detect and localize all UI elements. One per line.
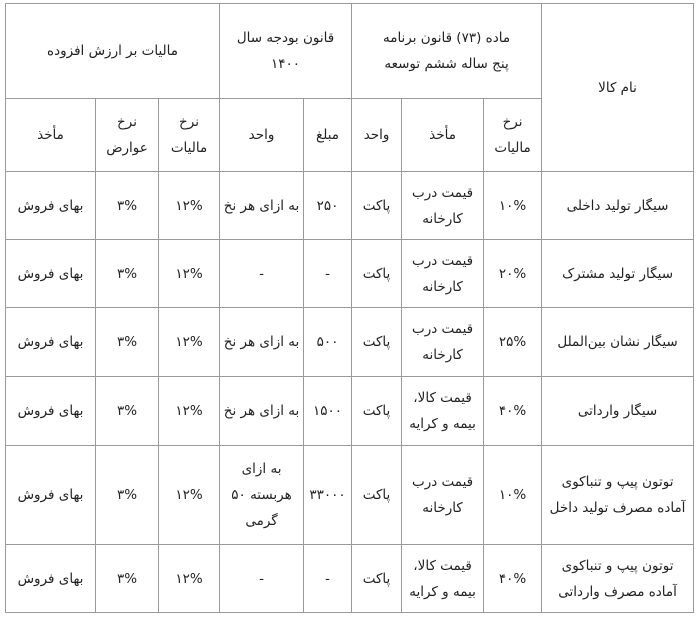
tax-rate-header: نرخ مالیات bbox=[484, 99, 542, 172]
amount: - bbox=[304, 240, 352, 308]
basis: قیمت درب کارخانه bbox=[402, 172, 484, 240]
vat-rate: ۱۲% bbox=[159, 240, 220, 308]
vat-basis: بهای فروش bbox=[6, 240, 96, 308]
duty-rate: ۳% bbox=[96, 446, 159, 545]
vat-basis: بهای فروش bbox=[6, 172, 96, 240]
product-name: توتون پیپ و تنباکوی آماده مصرف تولید داخل bbox=[542, 446, 694, 545]
vat-basis: بهای فروش bbox=[6, 377, 96, 446]
table-row bbox=[6, 377, 694, 446]
tax-rate: ۴۰% bbox=[484, 377, 542, 446]
budget-unit-header: واحد bbox=[220, 99, 304, 172]
product-name: توتون پیپ و تنباکوی آماده مصرف وارداتی bbox=[542, 545, 694, 613]
product-name-header: نام کالا bbox=[542, 4, 694, 172]
duty-rate: ۳% bbox=[96, 308, 159, 377]
unit: پاکت bbox=[352, 377, 402, 446]
basis: قیمت درب کارخانه bbox=[402, 240, 484, 308]
vat-rate: ۱۲% bbox=[159, 172, 220, 240]
unit: پاکت bbox=[352, 545, 402, 613]
vat-basis: بهای فروش bbox=[6, 446, 96, 545]
vat-rate: ۱۲% bbox=[159, 545, 220, 613]
basis: قیمت درب کارخانه bbox=[402, 308, 484, 377]
duty-rate: ۳% bbox=[96, 172, 159, 240]
amount: ۳۳۰۰۰ bbox=[304, 446, 352, 545]
vat-rate-header: نرخ مالیات bbox=[159, 99, 220, 172]
budget-law-header: قانون بودجه سال ۱۴۰۰ bbox=[220, 4, 352, 99]
basis: قیمت کالا، بیمه و کرایه bbox=[402, 545, 484, 613]
basis-header: مأخذ bbox=[402, 99, 484, 172]
tax-rate: ۲۵% bbox=[484, 308, 542, 377]
product-name: سیگار نشان بین‌الملل bbox=[542, 308, 694, 377]
vat-basis-header: مأخذ bbox=[6, 99, 96, 172]
table-row bbox=[6, 308, 694, 377]
duty-rate: ۳% bbox=[96, 377, 159, 446]
unit: پاکت bbox=[352, 172, 402, 240]
article-73-header: ماده (۷۳) قانون برنامه پنج ساله ششم توسعه bbox=[352, 4, 542, 99]
budget-unit: به ازای هر نخ bbox=[220, 377, 304, 446]
budget-unit: - bbox=[220, 240, 304, 308]
duty-rate-header: نرخ عوارض bbox=[96, 99, 159, 172]
tax-rate: ۱۰% bbox=[484, 446, 542, 545]
vat-rate: ۱۲% bbox=[159, 308, 220, 377]
duty-rate: ۳% bbox=[96, 545, 159, 613]
basis: قیمت درب کارخانه bbox=[402, 446, 484, 545]
tax-rate: ۲۰% bbox=[484, 240, 542, 308]
budget-unit: - bbox=[220, 545, 304, 613]
tax-rate: ۱۰% bbox=[484, 172, 542, 240]
vat-header: مالیات بر ارزش افزوده bbox=[6, 4, 220, 99]
unit-header: واحد bbox=[352, 99, 402, 172]
amount: ۱۵۰۰ bbox=[304, 377, 352, 446]
table-row bbox=[6, 446, 694, 545]
table-row bbox=[6, 545, 694, 613]
amount-header: مبلغ bbox=[304, 99, 352, 172]
tax-rate: ۴۰% bbox=[484, 545, 542, 613]
vat-basis: بهای فروش bbox=[6, 308, 96, 377]
table-row bbox=[6, 240, 694, 308]
vat-rate: ۱۲% bbox=[159, 446, 220, 545]
budget-unit: به ازای هربسته ۵۰ گرمی bbox=[220, 446, 304, 545]
budget-unit: به ازای هر نخ bbox=[220, 308, 304, 377]
amount: - bbox=[304, 545, 352, 613]
tax-table bbox=[5, 3, 694, 613]
duty-rate: ۳% bbox=[96, 240, 159, 308]
unit: پاکت bbox=[352, 446, 402, 545]
amount: ۲۵۰ bbox=[304, 172, 352, 240]
unit: پاکت bbox=[352, 308, 402, 377]
unit: پاکت bbox=[352, 240, 402, 308]
product-name: سیگار تولید داخلی bbox=[542, 172, 694, 240]
product-name: سیگار وارداتی bbox=[542, 377, 694, 446]
table-row bbox=[6, 172, 694, 240]
header-row bbox=[6, 4, 694, 99]
vat-basis: بهای فروش bbox=[6, 545, 96, 613]
basis: قیمت کالا، بیمه و کرایه bbox=[402, 377, 484, 446]
vat-rate: ۱۲% bbox=[159, 377, 220, 446]
product-name: سیگار تولید مشترک bbox=[542, 240, 694, 308]
budget-unit: به ازای هر نخ bbox=[220, 172, 304, 240]
amount: ۵۰۰ bbox=[304, 308, 352, 377]
